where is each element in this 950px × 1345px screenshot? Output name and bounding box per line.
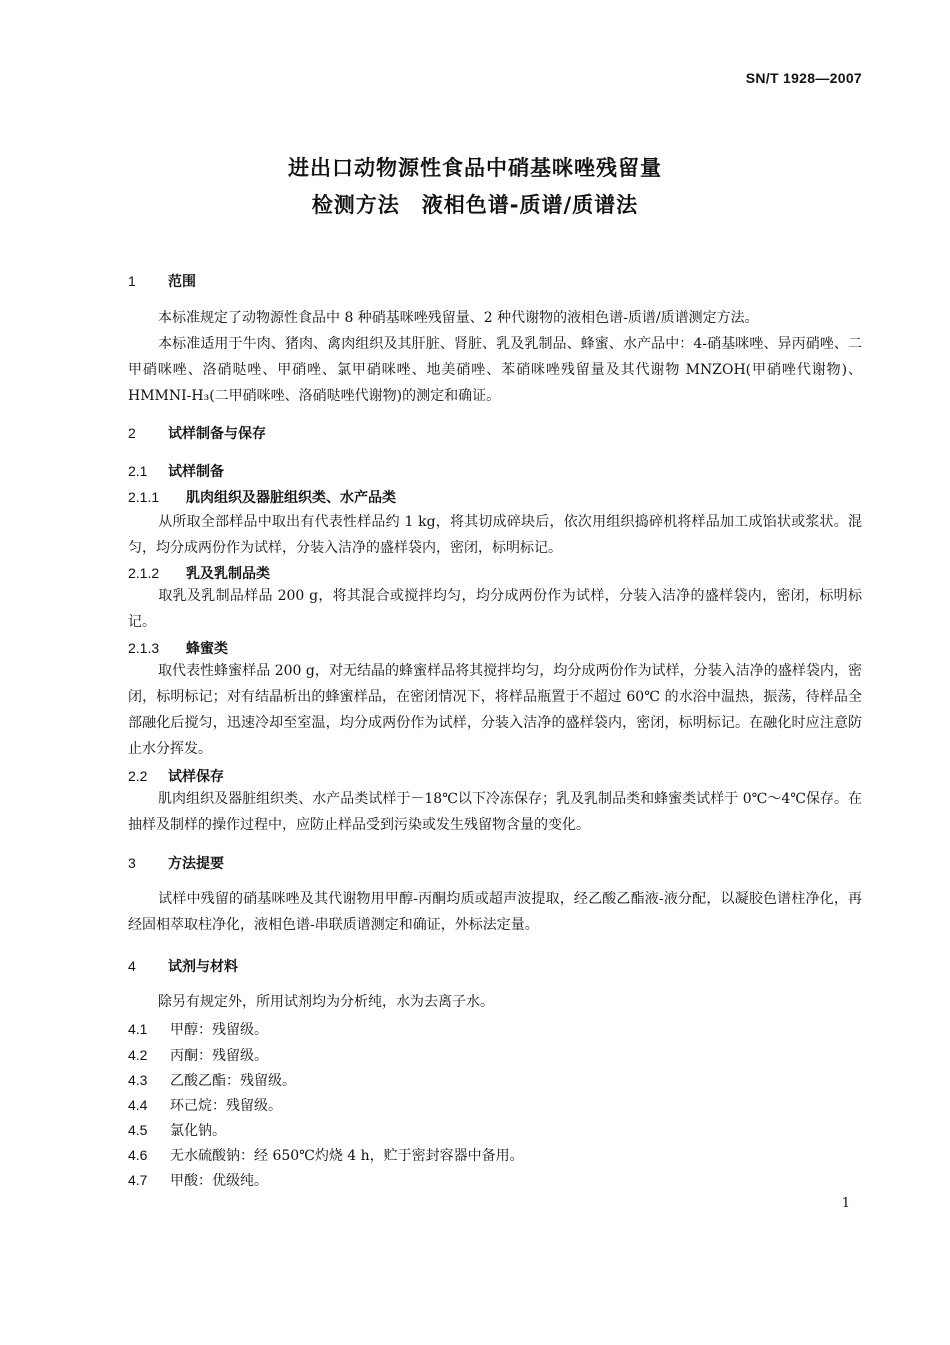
subsection-2-1-3-heading: [128, 638, 228, 658]
section-1-heading: [128, 271, 196, 291]
section-number: 2.1.1: [128, 489, 160, 505]
paragraph: [128, 886, 862, 938]
section-number: 2.2: [128, 768, 148, 784]
paragraph-text: 取代表性蜂蜜样品 200 g，对无结晶的蜂蜜样品将其搅拌均匀，均分成两份作为试样，分装入洁净的盛样袋内，密闭，标明标记；对有结晶析出的蜂蜜样品，在密闭情况下，将样品瓶置于不超过 60℃ 的水浴中温热，振荡，待样品全部融化后搅匀，迅速冷却至室温，均分成两份作为试样，分装入洁净的盛样袋内，密闭，标明标记。在融化时应注意防止水分挥发。: [128, 663, 862, 757]
section-number: 3: [128, 855, 136, 871]
list-item: [128, 1170, 268, 1190]
paragraph: [128, 786, 862, 838]
document-title-line-2: 检测方法 液相色谱-质谱/质谱法: [311, 193, 639, 217]
section-4-heading: [128, 956, 238, 976]
item-text: 无水硫酸钠：经 650℃灼烧 4 h，贮于密封容器中备用。: [170, 1148, 524, 1164]
paragraph-text: 取乳及乳制品样品 200 g，将其混合或搅拌均匀，均分成两份作为试样，分装入洁净的盛样袋内，密闭，标明标记。: [128, 588, 862, 630]
paragraph: [128, 583, 862, 635]
item-text: 甲酸：优级纯。: [170, 1173, 268, 1189]
paragraph: [128, 658, 862, 762]
list-item: [128, 1070, 296, 1090]
list-item: [128, 1045, 268, 1065]
list-item: [128, 1095, 282, 1115]
subsection-2-1-heading: [128, 461, 224, 481]
section-number: 2.1.2: [128, 565, 160, 581]
list-item: [128, 1019, 268, 1039]
item-number: 4.5: [128, 1122, 148, 1138]
page-number: 1: [841, 1196, 850, 1211]
subsection-2-1-2-heading: [128, 563, 270, 583]
document-title-line-1: 进出口动物源性食品中硝基咪唑残留量: [288, 156, 662, 180]
paragraph-text: 除另有规定外，所用试剂均为分析纯，水为去离子水。: [158, 994, 494, 1010]
section-number: 1: [128, 273, 136, 289]
section-title: 试样制备与保存: [168, 426, 266, 442]
item-text: 丙酮：残留级。: [170, 1048, 268, 1064]
section-number: 2: [128, 425, 136, 441]
section-title: 试剂与材料: [168, 959, 238, 975]
paragraph-text: 肌肉组织及器脏组织类、水产品类试样于－18℃以下冷冻保存；乳及乳制品类和蜂蜜类试样于 0℃～4℃保存。在抽样及制样的操作过程中，应防止样品受到污染或发生残留物含量的变化。: [128, 791, 862, 833]
section-title: 试样制备: [168, 464, 224, 480]
section-2-heading: [128, 423, 266, 443]
subsection-2-1-1-heading: [128, 487, 396, 507]
section-title: 肌肉组织及器脏组织类、水产品类: [186, 490, 396, 506]
paragraph: [128, 509, 862, 561]
section-title: 范围: [168, 274, 196, 290]
section-number: 4: [128, 958, 136, 974]
section-title: 乳及乳制品类: [186, 566, 270, 582]
item-number: 4.6: [128, 1147, 148, 1163]
paragraph: [128, 331, 862, 409]
item-text: 环己烷：残留级。: [170, 1098, 282, 1114]
item-number: 4.2: [128, 1047, 148, 1063]
section-title: 试样保存: [168, 769, 224, 785]
paragraph-text: 本标准适用于牛肉、猪肉、禽肉组织及其肝脏、肾脏、乳及乳制品、蜂蜜、水产品中：4-硝基咪唑、异丙硝唑、二甲硝咪唑、洛硝哒唑、甲硝唑、氯甲硝咪唑、地美硝唑、苯硝咪唑残留量及其代谢物 MNZOH(甲硝唑代谢物)、HMMNI-H₃(二甲硝咪唑、洛硝哒唑代谢物)的测定和确证。: [128, 336, 862, 404]
paragraph: [128, 305, 862, 331]
section-number: 2.1.3: [128, 640, 160, 656]
paragraph-text: 试样中残留的硝基咪唑及其代谢物用甲醇-丙酮均质或超声波提取，经乙酸乙酯液-液分配，以凝胶色谱柱净化，再经固相萃取柱净化，液相色谱-串联质谱测定和确证，外标法定量。: [128, 891, 862, 933]
list-item: [128, 1120, 226, 1140]
item-number: 4.1: [128, 1021, 148, 1037]
section-title: 蜂蜜类: [186, 641, 228, 657]
list-item: [128, 1145, 524, 1165]
subsection-2-2-heading: [128, 766, 224, 786]
item-number: 4.4: [128, 1097, 148, 1113]
section-3-heading: [128, 853, 224, 873]
item-number: 4.7: [128, 1172, 148, 1188]
paragraph-text: 本标准规定了动物源性食品中 8 种硝基咪唑残留量、2 种代谢物的液相色谱-质谱/质谱测定方法。: [158, 310, 759, 326]
item-text: 氯化钠。: [170, 1123, 226, 1139]
paragraph-text: 从所取全部样品中取出有代表性样品约 1 kg，将其切成碎块后，依次用组织捣碎机将样品加工成馅状或浆状。混匀，均分成两份作为试样，分装入洁净的盛样袋内，密闭，标明标记。: [128, 514, 862, 556]
item-text: 甲醇：残留级。: [170, 1022, 268, 1038]
section-number: 2.1: [128, 463, 148, 479]
section-title: 方法提要: [168, 856, 224, 872]
item-number: 4.3: [128, 1072, 148, 1088]
standard-code: SN/T 1928—2007: [745, 70, 862, 86]
paragraph: [128, 989, 862, 1015]
item-text: 乙酸乙酯：残留级。: [170, 1073, 296, 1089]
